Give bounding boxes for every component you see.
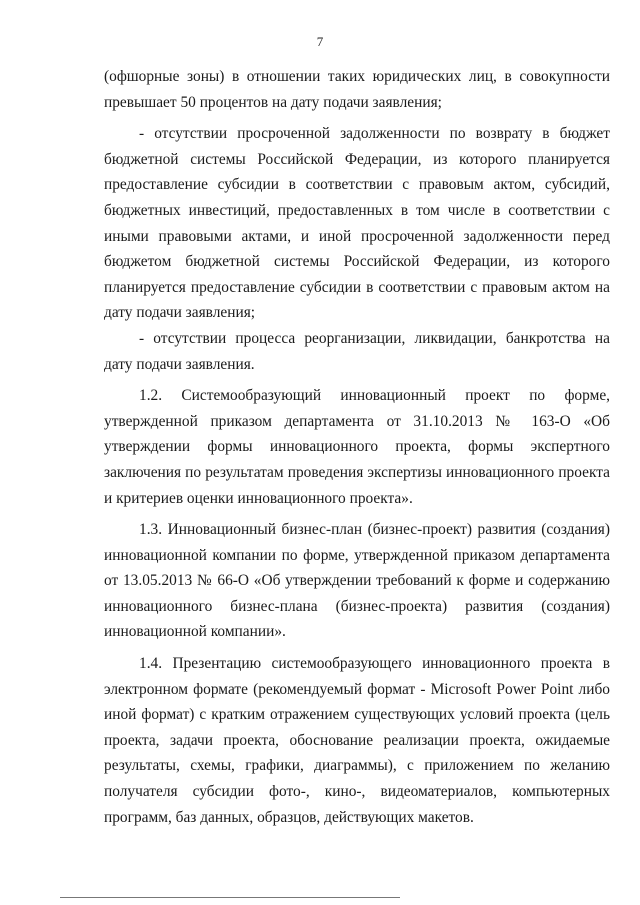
paragraph-no-overdue-debt: - отсутствии просроченной задолженности по возврату в бюджет бюджетной системы Российской Федерации, из которого планируется предоставление субсидии в соответствии с правовым актом, субсидий, бюджетных инвестиций, предоставленных в том числе в соответствии с иными правовыми актами, и иной просроченной задолженности перед бюджетом бюджетной системы Российской Федерации, из которого планируется предоставление субсидии в соответствии с правовым актом на дату подачи заявления;	[104, 125, 610, 322]
paragraph-1-3-business-plan: 1.3. Инновационный бизнес-план (бизнес-проект) развития (создания) инновационной компании по форме, утвержденной приказом департамента от 13.05.2013 № 66-О «Об утверждении требований к форме и содержанию инновационного бизнес-плана (бизнес-проекта) развития (создания) инновационной компании».	[104, 521, 610, 641]
document-body	[104, 64, 610, 830]
paragraph-no-reorganization: - отсутствии процесса реорганизации, ликвидации, банкротства на дату подачи заявления.	[104, 329, 610, 373]
paragraph-1-2-innovation-project: 1.2. Системообразующий инновационный проект по форме, утвержденной приказом департамента от 31.10.2013 № 163-О «Об утверждении формы инновационного проекта, формы экспертного заключения по результатам проведения экспертизы инновационного проекта и критериев оценки инновационного проекта».	[104, 387, 610, 507]
footer-divider	[60, 897, 400, 898]
paragraph-1-4-presentation: 1.4. Презентацию системообразующего инновационного проекта в электронном формате (рекомендуемый формат - Microsoft Power Point либо иной формат) с кратким отражением существующих условий проекта (цель проекта, задачи проекта, обоснование реализации проекта, ожидаемые результаты, схемы, графики, диаграммы), с приложением по желанию получателя субсидии фото-, кино-, видеоматериалов, компьютерных программ, баз данных, образцов, действующих макетов.	[104, 655, 610, 826]
paragraph-offshore: (офшорные зоны) в отношении таких юридических лиц, в совокупности превышает 50 процентов на дату подачи заявления;	[104, 68, 610, 111]
page-number: 7	[316, 34, 324, 49]
